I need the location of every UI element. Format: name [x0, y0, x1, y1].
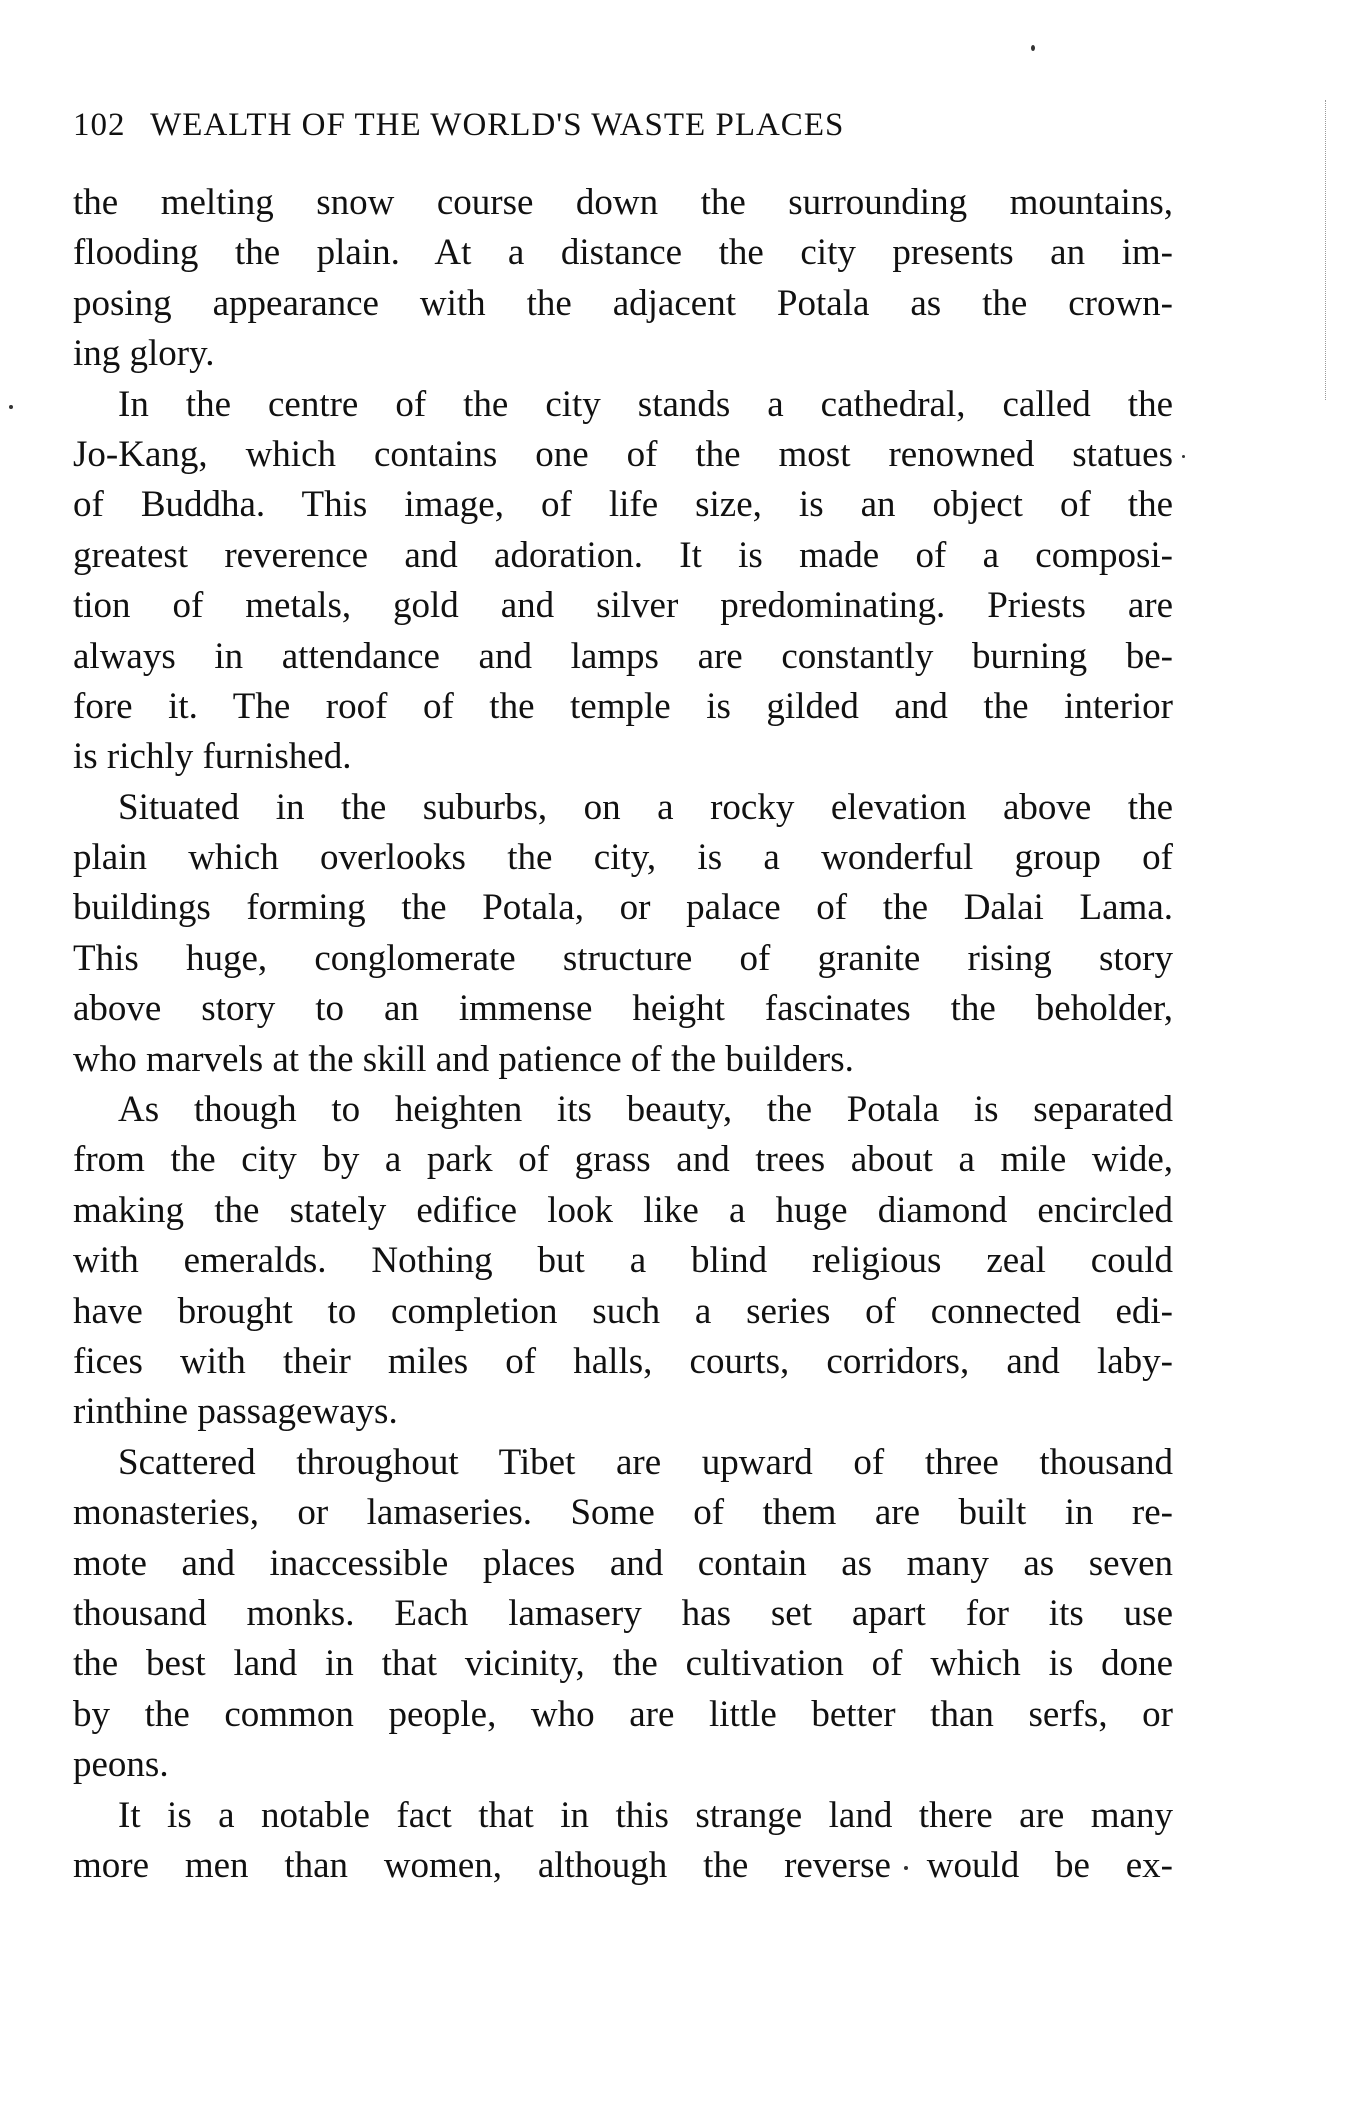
- text-line: ing glory.: [73, 333, 215, 375]
- text-line: fore it. The roof of the temple is gilded and the interior: [73, 685, 1173, 727]
- text-line: who marvels at the skill and patience of the builders.: [73, 1038, 854, 1080]
- text-line: tion of metals, gold and silver predominating. Priests are: [73, 585, 1173, 627]
- text-line: always in attendance and lamps are constantly burning be-: [73, 635, 1173, 677]
- text-line: with emeralds. Nothing but a blind religious zeal could: [73, 1240, 1173, 1282]
- text-line: greatest reverence and adoration. It is made of a composi-: [73, 534, 1173, 576]
- paragraph: [73, 783, 1173, 1085]
- text-line: As though to heighten its beauty, the Potala is separated: [118, 1089, 1173, 1131]
- text-line: above story to an immense height fascinates the beholder,: [73, 988, 1173, 1030]
- text-line: plain which overlooks the city, is a wonderful group of: [73, 837, 1173, 879]
- paragraph: [73, 1085, 1173, 1438]
- paragraph: [73, 178, 1173, 380]
- text-line: monasteries, or lamaseries. Some of them are built in re-: [73, 1492, 1173, 1534]
- text-line: more men than women, although the reverse would be ex-: [73, 1844, 1173, 1886]
- scan-speck: [1182, 455, 1185, 458]
- text-line: thousand monks. Each lamasery has set apart for its use: [73, 1592, 1173, 1634]
- text-line: mote and inaccessible places and contain as many as seven: [73, 1542, 1173, 1584]
- text-line: of Buddha. This image, of life size, is an object of the: [73, 484, 1173, 526]
- paragraph: [73, 380, 1173, 783]
- book-title: WEALTH OF THE WORLD'S WASTE PLACES: [150, 107, 845, 143]
- text-line: flooding the plain. At a distance the city presents an im-: [73, 232, 1173, 274]
- text-line: Jo-Kang, which contains one of the most renowned statues: [73, 433, 1173, 475]
- scan-margin-rule: [1325, 100, 1327, 400]
- text-line: It is a notable fact that in this strange land there are many: [118, 1794, 1173, 1836]
- text-line: the best land in that vicinity, the cultivation of which is done: [73, 1643, 1173, 1685]
- text-line: fices with their miles of halls, courts, corridors, and laby-: [73, 1340, 1173, 1382]
- text-line: rinthine passageways.: [73, 1391, 398, 1433]
- scan-speck: [1031, 45, 1035, 51]
- running-head: [73, 100, 1173, 150]
- paragraph: [73, 1791, 1173, 1892]
- book-page: [73, 100, 1173, 1891]
- text-line: posing appearance with the adjacent Potala as the crown-: [73, 282, 1173, 324]
- text-line: Situated in the suburbs, on a rocky elevation above the: [118, 786, 1173, 828]
- text-line: the melting snow course down the surrounding mountains,: [73, 182, 1173, 223]
- text-line: by the common people, who are little better than serfs, or: [73, 1693, 1173, 1735]
- text-line: from the city by a park of grass and trees about a mile wide,: [73, 1139, 1173, 1181]
- body-text: [73, 178, 1173, 1891]
- paragraph: [73, 1438, 1173, 1791]
- text-line: is richly furnished.: [73, 736, 352, 778]
- text-line: buildings forming the Potala, or palace of the Dalai Lama.: [73, 887, 1173, 929]
- text-line: Scattered throughout Tibet are upward of three thousand: [118, 1441, 1173, 1483]
- page-number: 102: [73, 107, 126, 143]
- text-line: have brought to completion such a series of connected edi-: [73, 1290, 1173, 1332]
- scan-speck: [9, 405, 13, 409]
- text-line: making the stately edifice look like a huge diamond encircled: [73, 1189, 1173, 1231]
- text-line: This huge, conglomerate structure of granite rising story: [73, 937, 1173, 979]
- text-line: In the centre of the city stands a cathedral, called the: [118, 383, 1173, 425]
- text-line: peons.: [73, 1744, 169, 1786]
